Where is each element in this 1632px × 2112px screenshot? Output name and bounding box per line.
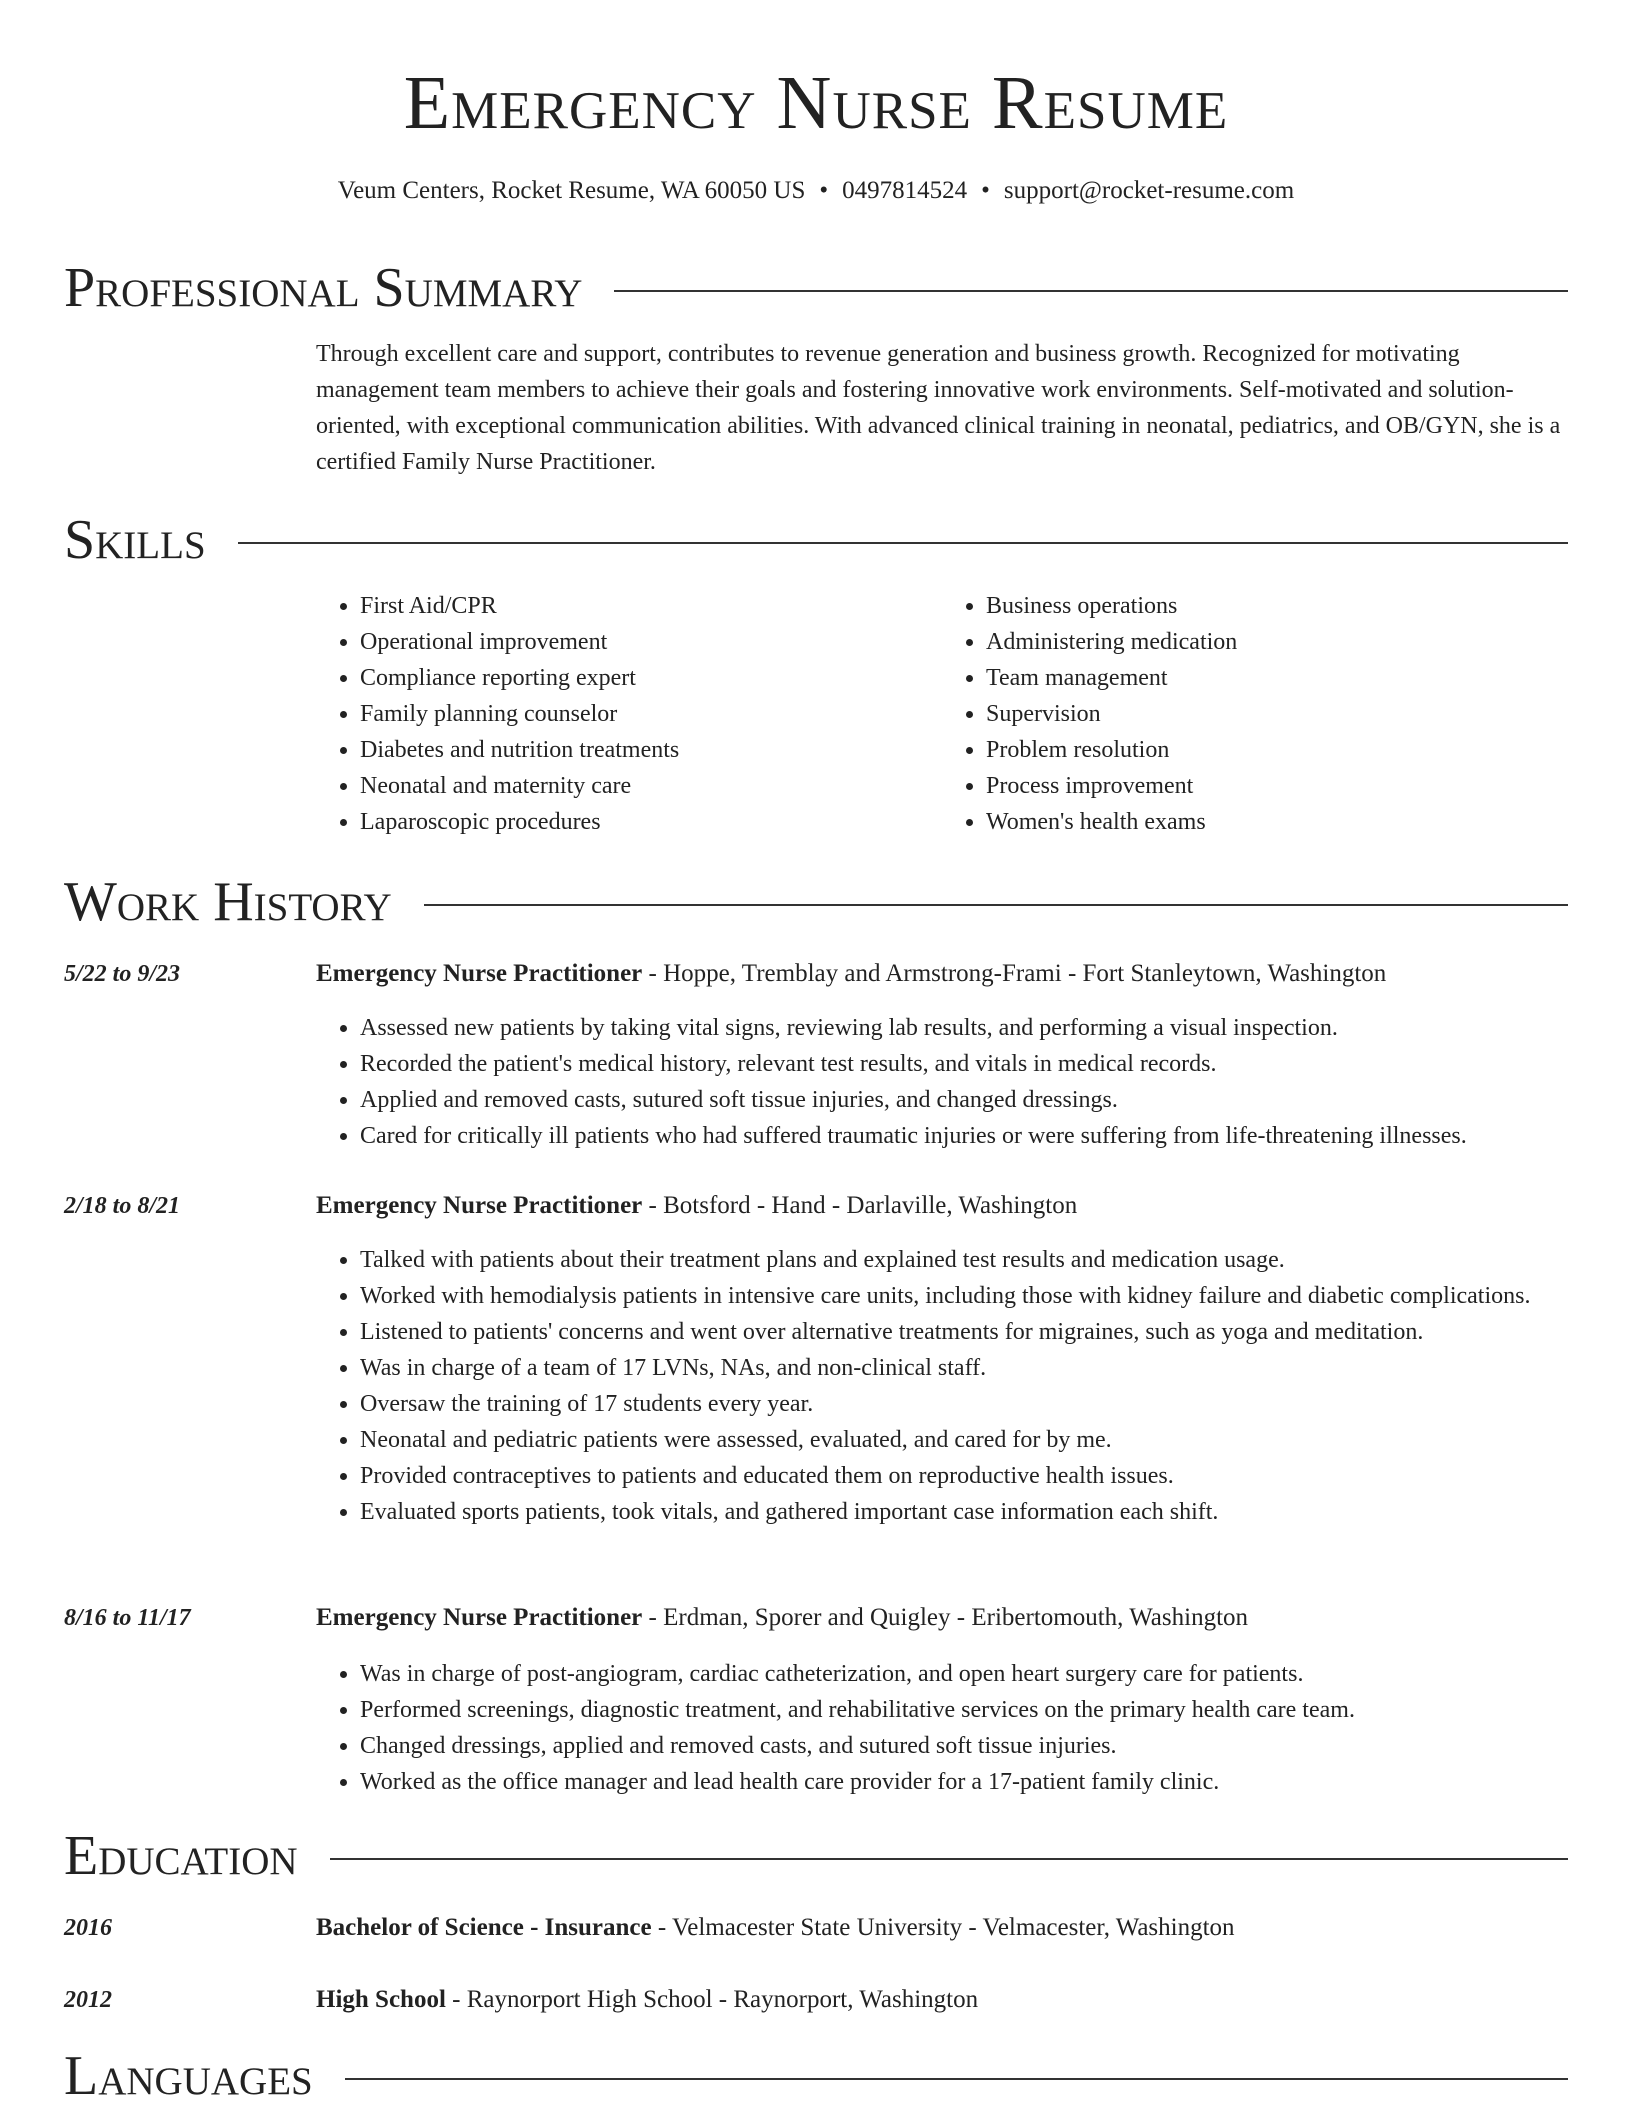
skill-item: • Problem resolution	[986, 732, 1568, 768]
skill-item: • Operational improvement	[360, 624, 942, 660]
job-title-line	[316, 1600, 1568, 1636]
job-bullet: • Provided contraceptives to patients and educated them on reproductive health issues.	[360, 1458, 1568, 1494]
education-year: 2012	[64, 1987, 112, 2013]
section-divider	[238, 542, 1568, 544]
job-bullet: • Performed screenings, diagnostic treatment, and rehabilitative services on the primary health care team.	[360, 1692, 1568, 1728]
job-bullet: • Was in charge of post-angiogram, cardiac catheterization, and open heart surgery care for patients.	[360, 1656, 1568, 1692]
skill-item: • Team management	[986, 660, 1568, 696]
skill-item: • First Aid/CPR	[360, 588, 942, 624]
job-bullet: • Neonatal and pediatric patients were assessed, evaluated, and cared for by me.	[360, 1422, 1568, 1458]
job-bullet: • Worked with hemodialysis patients in intensive care units, including those with kidney failure and diabetic complications.	[360, 1278, 1568, 1314]
job-bullets	[316, 1242, 1568, 1530]
skills-column-left	[316, 588, 942, 840]
skill-item: • Supervision	[986, 696, 1568, 732]
skill-item: • Neonatal and maternity care	[360, 768, 942, 804]
skill-item: • Women's health exams	[986, 804, 1568, 840]
education-degree: Bachelor of Science - Insurance	[316, 1914, 652, 1941]
job-title: Emergency Nurse Practitioner	[316, 1192, 643, 1219]
resume-name: Emergency Nurse Resume	[403, 61, 1229, 145]
job-bullet: • Assessed new patients by taking vital signs, reviewing lab results, and performing a visual inspection.	[360, 1010, 1568, 1046]
skill-item: • Business operations	[986, 588, 1568, 624]
section-divider	[330, 1858, 1568, 1860]
skills-heading: Skills	[64, 509, 206, 571]
education-school: - Raynorport High School - Raynorport, Washington	[445, 1986, 979, 2013]
skills-column-right	[942, 588, 1568, 840]
contact-separator: •	[819, 177, 829, 204]
skills-section-header	[64, 508, 1568, 572]
education-degree: High School	[316, 1986, 446, 2013]
job-bullet: • Oversaw the training of 17 students every year.	[360, 1386, 1568, 1422]
work-section-header	[64, 870, 1568, 934]
work-heading: Work History	[64, 871, 392, 933]
job-employer: - Hoppe, Tremblay and Armstrong-Frami - Fort Stanleytown, Washington	[642, 960, 1387, 987]
education-heading: Education	[64, 1825, 298, 1887]
education-line	[316, 1910, 1568, 1946]
section-divider	[614, 290, 1568, 292]
job-dates: 8/16 to 11/17	[64, 1605, 191, 1631]
contact-phone: 0497814524	[842, 177, 968, 204]
job-bullet: • Talked with patients about their treatment plans and explained test results and medication usage.	[360, 1242, 1568, 1278]
education-school: - Velmacester State University - Velmacester, Washington	[651, 1914, 1235, 1941]
job-dates: 2/18 to 8/21	[64, 1193, 181, 1219]
job-bullets	[316, 1656, 1568, 1800]
contact-separator: •	[981, 177, 990, 204]
education-year: 2016	[64, 1915, 112, 1941]
languages-heading: Languages	[64, 2045, 313, 2107]
job-employer: - Botsford - Hand - Darlaville, Washington	[642, 1192, 1078, 1219]
job-bullet: • Recorded the patient's medical history, relevant test results, and vitals in medical records.	[360, 1046, 1568, 1082]
job-title: Emergency Nurse Practitioner	[316, 960, 643, 987]
job-title-line	[316, 956, 1568, 992]
job-dates: 5/22 to 9/23	[64, 961, 181, 987]
job-employer: - Erdman, Sporer and Quigley - Eribertomouth, Washington	[642, 1604, 1249, 1631]
skill-item: • Diabetes and nutrition treatments	[360, 732, 942, 768]
job-bullet: • Applied and removed casts, sutured soft tissue injuries, and changed dressings.	[360, 1082, 1568, 1118]
section-divider	[424, 904, 1568, 906]
skills-list	[316, 588, 1568, 840]
job-bullet: • Changed dressings, applied and removed casts, and sutured soft tissue injuries.	[360, 1728, 1568, 1764]
skill-item: • Administering medication	[986, 624, 1568, 660]
summary-text: Through excellent care and support, contributes to revenue generation and business growth. Recognized for motivating management team members to achieve their goals and fostering innovative work environments. Self-motivated and solution-oriented, with exceptional communication abilities. With advanced clinical training in neonatal, pediatrics, and OB/GYN, she is a certified Family Nurse Practitioner.	[316, 341, 1561, 475]
summary-section-header	[64, 256, 1568, 320]
section-divider	[345, 2078, 1568, 2080]
job-bullet: • Worked as the office manager and lead health care provider for a 17-patient family clinic.	[360, 1764, 1568, 1800]
contact-line	[0, 174, 1632, 208]
skill-item: • Compliance reporting expert	[360, 660, 942, 696]
skill-item: • Laparoscopic procedures	[360, 804, 942, 840]
skill-item: • Process improvement	[986, 768, 1568, 804]
education-section-header	[64, 1824, 1568, 1888]
job-title: Emergency Nurse Practitioner	[316, 1604, 643, 1631]
summary-heading: Professional Summary	[64, 257, 583, 319]
contact-email: support@rocket-resume.com	[1003, 177, 1295, 204]
education-line	[316, 1982, 1568, 2018]
job-bullet: • Evaluated sports patients, took vitals, and gathered important case information each shift.	[360, 1494, 1568, 1530]
summary-block	[316, 336, 1568, 480]
job-bullets	[316, 1010, 1568, 1154]
job-bullet: • Was in charge of a team of 17 LVNs, NAs, and non-clinical staff.	[360, 1350, 1568, 1386]
contact-address: Veum Centers, Rocket Resume, WA 60050 US	[337, 177, 806, 204]
job-bullet: • Cared for critically ill patients who had suffered traumatic injuries or were suffering from life-threatening illnesses.	[360, 1118, 1568, 1154]
job-bullet: • Listened to patients' concerns and went over alternative treatments for migraines, such as yoga and meditation.	[360, 1314, 1568, 1350]
languages-section-header	[64, 2044, 1568, 2108]
job-title-line	[316, 1188, 1568, 1224]
skill-item: • Family planning counselor	[360, 696, 942, 732]
